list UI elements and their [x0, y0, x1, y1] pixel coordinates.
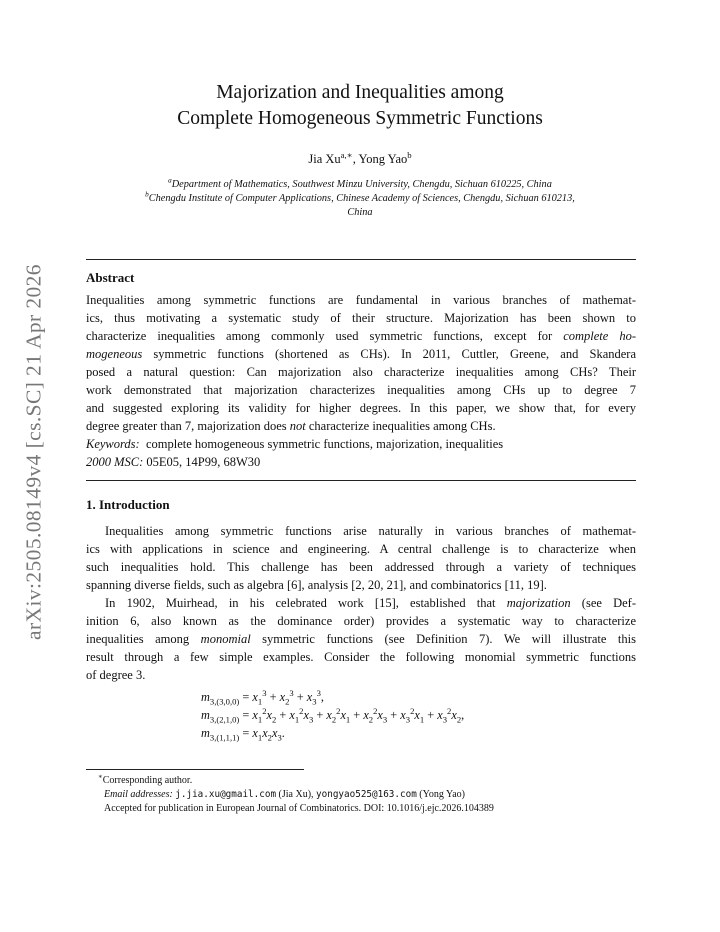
author-name: Jia Xu	[308, 152, 341, 166]
intro-line: such inequalities hold. This challenge has been addressed through a variety of techniques	[86, 560, 636, 574]
equation-line: $m_{3,(1,1,1)} = x_1x_2x_3$.	[201, 726, 285, 743]
arxiv-identifier-text: arXiv:2505.08149v4 [cs.SC] 21 Apr 2026	[21, 264, 46, 640]
keywords-text: complete homogeneous symmetric functions, majorization, inequalities	[145, 437, 504, 451]
equation-line: $m_{3,(2,1,0)} = x_1^2x_2 + x_1^2x_3 + x_2^2x_1 + x_2^2x_3 + x_3^2x_1 + x_3^2x_2$,	[201, 705, 465, 725]
paper-title-line2: Complete Homogeneous Symmetric Functions	[177, 108, 543, 129]
intro-line: of degree 3.	[86, 668, 146, 682]
affiliation-a	[60, 178, 660, 192]
equation-block	[201, 688, 464, 742]
emphasis: complete ho-	[563, 329, 636, 343]
abstract-line: characterize inequalities among commonly used symmetric functions, except for complete ho-	[86, 329, 636, 343]
intro-line: result through a few simple examples. Consider the following monomial symmetric functions	[86, 650, 636, 664]
paper-title-line1: Majorization and Inequalities among	[216, 82, 504, 103]
section-heading: 1. Introduction	[86, 497, 170, 512]
affiliation-text: China	[347, 206, 373, 218]
msc-label: 2000 MSC:	[86, 455, 144, 469]
arxiv-identifier	[20, 262, 48, 642]
emphasis: not	[289, 419, 306, 433]
email-link[interactable]: yongyao525@163.com	[316, 789, 417, 800]
abstract-heading: Abstract	[86, 270, 135, 285]
author-affil-mark: b	[407, 149, 412, 160]
abstract-line: degree greater than 7, majorization does not characterize inequalities among CHs.	[86, 419, 496, 433]
msc-text: 05E05, 14P99, 68W30	[146, 455, 261, 469]
affiliation-text: Chengdu Institute of Computer Applications, Chinese Academy of Sciences, Chengdu, Sichuan 610213,	[148, 193, 575, 204]
abstract-line: posed a natural question: Can majorization also characterize inequalities among CHs? Their	[86, 365, 636, 379]
email-link[interactable]: j.jia.xu@gmail.com	[175, 789, 277, 800]
intro-line: ics with applications in science and engineering. A central challenge is to characterize when	[86, 542, 636, 556]
affiliation-mark: a	[168, 176, 172, 185]
affiliation-text: Department of Mathematics, Southwest Minzu University, Chengdu, Sichuan 610225, China	[171, 179, 552, 190]
abstract-line: ics, thus motivating a systematic study of their structure. Majorization has been shown to	[86, 311, 636, 325]
intro-line: inequalities among monomial symmetric functions (see Definition 7). We will illustrate this	[86, 632, 636, 646]
intro-line: In 1902, Muirhead, in his celebrated work [15], established that majorization (see Def-	[105, 596, 637, 610]
equation-line: $m_{3,(3,0,0)} = x_1^3 + x_2^3 + x_3^3$,	[201, 687, 324, 707]
author-affil-mark: a,∗	[340, 149, 353, 160]
emphasis: majorization	[506, 596, 571, 610]
intro-paragraph-1	[86, 522, 636, 594]
footnote-emails: Email addresses: j.jia.xu@gmail.com (Jia Xu), yongyao525@163.com (Yong Yao)	[104, 789, 465, 800]
footnote-accepted: Accepted for publication in European Journal of Combinatorics. DOI: 10.1016/j.ejc.2026.104389	[104, 803, 494, 814]
abstract-line: work demonstrated that majorization characterizes inequalities among CHs up to degree 7	[86, 383, 636, 397]
intro-line: inition 6, also known as the dominance order) provides a systematic way to characterize	[86, 614, 636, 628]
abstract-line: Inequalities among symmetric functions are fundamental in various branches of mathemat-	[86, 293, 636, 307]
abstract-line: mogeneous symmetric functions (shortened as CHs). In 2011, Cuttler, Greene, and Skandera	[86, 347, 636, 361]
author-list	[0, 149, 720, 167]
emphasis: monomial	[200, 632, 251, 646]
footnote-corresponding: ∗Corresponding author.	[98, 772, 193, 786]
emphasis: mogeneous	[86, 347, 143, 361]
affiliation-mark: b	[145, 190, 149, 199]
intro-line: Inequalities among symmetric functions arise naturally in various branches of mathemat-	[105, 524, 636, 538]
keywords	[86, 435, 503, 453]
intro-paragraph-2	[86, 594, 636, 684]
author-name: Yong Yao	[358, 152, 408, 166]
intro-line: spanning diverse fields, such as algebra [6], analysis [2, 20, 21], and combinatorics [11, 19].	[86, 578, 547, 592]
email-label: Email addresses:	[104, 789, 173, 800]
msc-codes	[86, 453, 260, 471]
keywords-label: Keywords:	[86, 437, 140, 451]
abstract-body	[86, 291, 636, 435]
abstract-bottom-rule	[86, 480, 636, 481]
footnote-rule	[86, 769, 304, 770]
affiliation-b	[60, 192, 660, 219]
abstract-line: and suggested exploring its validity for higher degrees. In this paper, we show that, for every	[86, 401, 636, 415]
author-separator: ,	[352, 152, 359, 166]
abstract-top-rule	[86, 259, 636, 260]
